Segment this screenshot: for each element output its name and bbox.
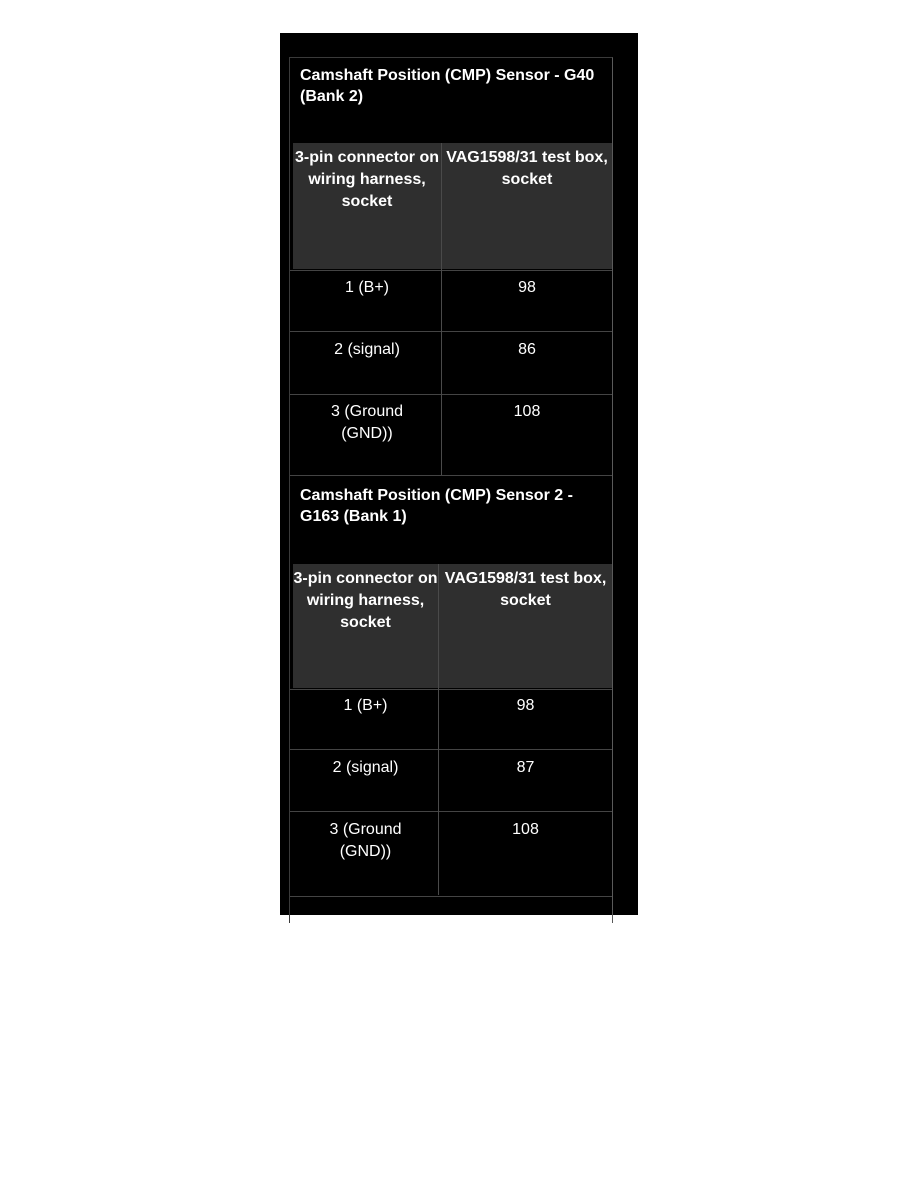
section-title: Camshaft Position (CMP) Sensor 2 - G163 (Bank 1) xyxy=(300,487,573,525)
column-header-socket: VAG1598/31 test box, socket xyxy=(442,143,612,269)
table-cell-socket: 98 xyxy=(518,279,536,296)
column-header-pin: 3-pin connector on wiring harness, socket xyxy=(293,143,441,269)
divider xyxy=(290,475,612,476)
divider xyxy=(290,270,612,271)
divider xyxy=(290,896,612,897)
table-cell-pin: 2 (signal) xyxy=(334,341,400,358)
column-header-socket: VAG1598/31 test box, socket xyxy=(439,564,612,688)
column-divider xyxy=(441,143,442,475)
column-divider xyxy=(438,564,439,895)
table-cell-socket: 86 xyxy=(518,341,536,358)
table-cell-pin: 2 (signal) xyxy=(332,759,399,776)
table-cell-socket: 108 xyxy=(513,403,541,420)
document-panel xyxy=(280,33,638,915)
table-cell-pin: 1 (B+) xyxy=(344,279,389,296)
table-cell-pin: 1 (B+) xyxy=(343,697,388,714)
divider xyxy=(290,394,612,395)
divider xyxy=(290,811,612,812)
pin-label: 3 (Ground (GND)) xyxy=(329,821,402,860)
table-cell-socket: 98 xyxy=(516,697,535,714)
divider xyxy=(290,749,612,750)
table-cell-pin xyxy=(293,814,438,894)
table-cell-socket: 87 xyxy=(516,759,535,776)
pin-label: 3 (Ground (GND)) xyxy=(330,403,404,442)
table-cell-socket: 108 xyxy=(512,821,539,838)
divider xyxy=(290,331,612,332)
section-title: Camshaft Position (CMP) Sensor - G40 (Bank 2) xyxy=(300,67,595,105)
column-header-pin: 3-pin connector on wiring harness, socket xyxy=(293,564,438,688)
table-cell-pin xyxy=(293,396,441,474)
